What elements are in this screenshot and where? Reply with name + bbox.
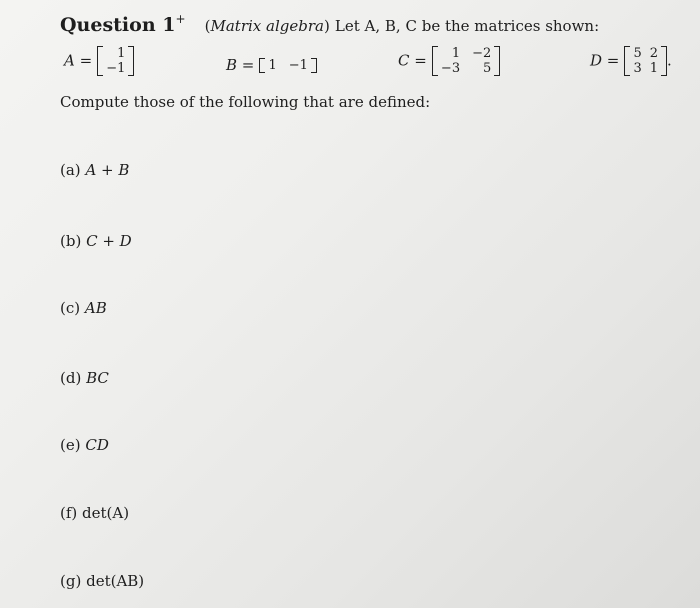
question-header: Question 1+ (Matrix algebra) Let A, B, C be the matrices shown: — [60, 12, 600, 36]
matrix-b-label: B = — [226, 56, 255, 74]
matrix-b-definition — [226, 55, 317, 74]
part-d — [60, 369, 109, 387]
matrix-a-cell: 1 — [117, 46, 126, 61]
question-title-superscript: + — [175, 12, 186, 26]
matrix-d — [624, 46, 667, 76]
question-intro: Let A, B, C be the matrices shown: — [334, 17, 600, 35]
question-title: Question 1 — [60, 14, 176, 36]
part-expression: BC — [86, 369, 109, 387]
part-f — [60, 504, 129, 522]
matrix-c-cell: 5 — [482, 61, 492, 76]
matrix-d-definition — [590, 46, 672, 76]
matrix-c-definition — [398, 46, 500, 76]
part-label: (g) — [60, 572, 82, 590]
part-b — [60, 232, 132, 250]
part-expression: det(AB) — [86, 572, 145, 590]
matrix-c-cell: 1 — [451, 46, 461, 61]
matrix-a-label: A = — [64, 51, 93, 70]
part-label: (a) — [60, 161, 81, 179]
matrix-d-cell: 5 — [633, 46, 642, 61]
instruction-text: Compute those of the following that are defined: — [60, 93, 431, 111]
matrix-d-cell: 3 — [633, 61, 642, 76]
part-c — [60, 299, 107, 317]
matrix-d-trailing-period: . — [667, 51, 672, 70]
matrix-c-label: C = — [398, 51, 427, 70]
part-expression: CD — [85, 436, 109, 454]
matrix-d-label: D = — [590, 51, 620, 70]
part-expression: AB — [84, 299, 107, 317]
matrix-b-cell: 1 — [268, 58, 277, 73]
matrix-c — [432, 46, 500, 76]
matrix-c-cell: −2 — [472, 46, 492, 61]
matrix-b-cell: −1 — [288, 58, 308, 73]
part-label: (f) — [60, 504, 78, 522]
question-topic: Matrix algebra — [210, 17, 324, 35]
matrix-d-cell: 2 — [649, 46, 659, 61]
part-expression: C + D — [86, 232, 132, 250]
part-e — [60, 436, 109, 454]
part-label: (b) — [60, 232, 82, 250]
matrix-a-cell: −1 — [106, 61, 126, 76]
matrix-a — [97, 46, 134, 76]
part-expression: det(A) — [82, 504, 130, 522]
part-label: (e) — [60, 436, 81, 454]
part-label: (c) — [60, 299, 81, 317]
matrix-b — [259, 58, 316, 73]
part-a — [60, 161, 129, 179]
matrix-d-cell: 1 — [649, 61, 659, 76]
matrix-c-cell: −3 — [440, 61, 461, 76]
part-label: (d) — [60, 369, 82, 387]
matrix-a-definition — [64, 46, 134, 76]
part-expression: A + B — [85, 161, 130, 179]
part-g — [60, 572, 144, 590]
